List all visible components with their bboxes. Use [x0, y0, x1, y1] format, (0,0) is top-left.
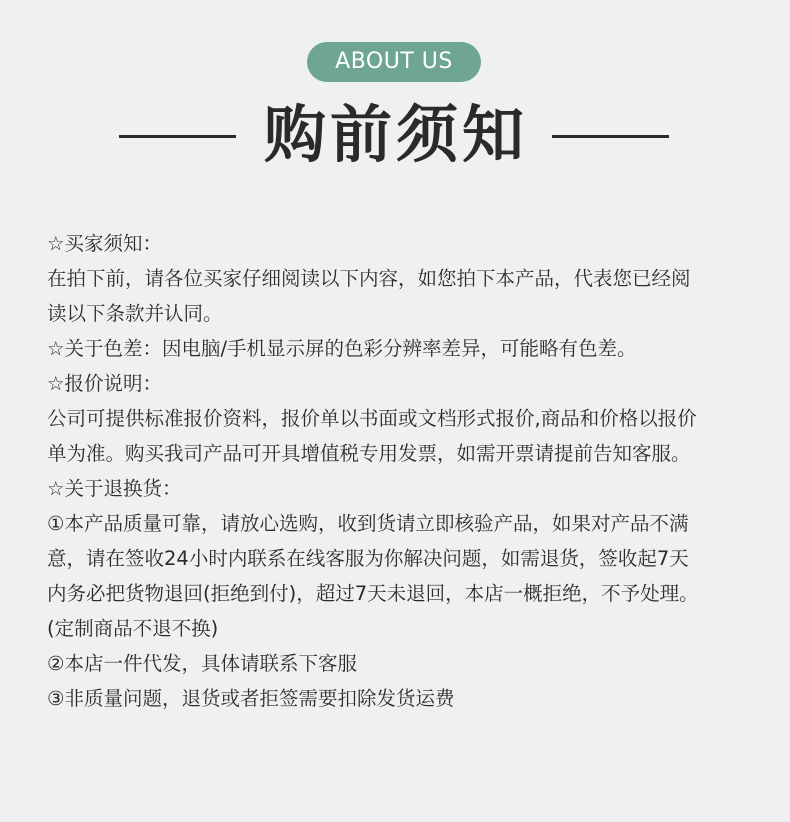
- section-heading-buyer-notice: ☆买家须知：: [47, 232, 162, 255]
- text-line: 单为准。购买我司产品可开具增值税专用发票，如需开票请提前告知客服。: [47, 442, 691, 465]
- text-line: ①本产品质量可靠，请放心选购，收到货请立即核验产品，如果对产品不满: [47, 512, 689, 535]
- section-heading-color-difference: ☆关于色差：因电脑/手机显示屏的色彩分辨率差异，可能略有色差。: [47, 337, 637, 360]
- page-title: 购前须知: [263, 98, 528, 171]
- text-line: 在拍下前，请各位买家仔细阅读以下内容，如您拍下本产品，代表您已经阅: [47, 267, 691, 290]
- text-line: (定制商品不退不换): [47, 617, 219, 640]
- section-heading-returns: ☆关于退换货：: [47, 477, 182, 500]
- text-line: 公司可提供标准报价资料，报价单以书面或文档形式报价,商品和价格以报价: [47, 407, 697, 430]
- text-line: ②本店一件代发，具体请联系下客服: [47, 652, 357, 675]
- title-divider-left: [119, 135, 236, 138]
- notice-body: [47, 226, 757, 716]
- text-line: 意，请在签收24小时内联系在线客服为你解决问题，如需退货，签收起7天: [47, 547, 689, 570]
- section-heading-quotation: ☆报价说明：: [47, 372, 162, 395]
- about-us-badge: ABOUT US: [307, 42, 481, 82]
- text-line: 内务必把货物退回(拒绝到付)，超过7天未退回，本店一概拒绝，不予处理。: [47, 582, 699, 605]
- text-line: ③非质量问题，退货或者拒签需要扣除发货运费: [47, 687, 455, 710]
- text-line: 读以下条款并认同。: [47, 302, 223, 325]
- title-divider-right: [552, 135, 669, 138]
